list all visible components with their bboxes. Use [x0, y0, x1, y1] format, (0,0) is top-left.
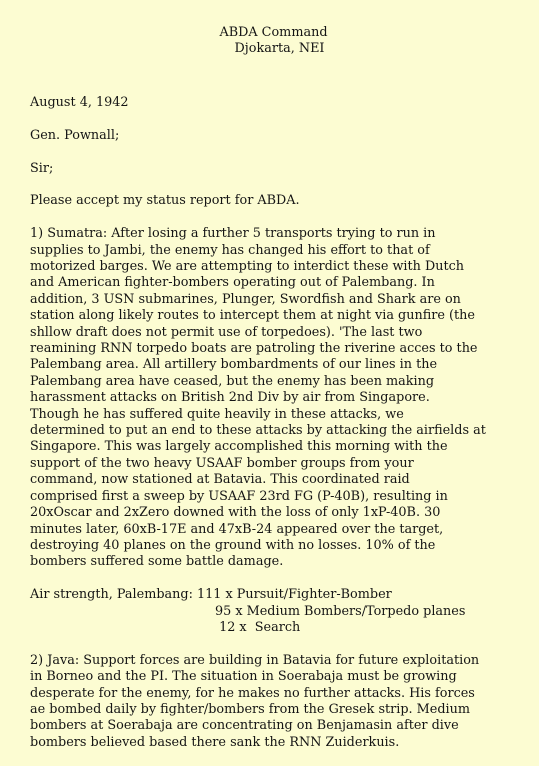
letter-body: [30, 95, 530, 751]
sumatra-line: Palembang area have ceased, but the enemy has been making: [30, 373, 435, 389]
sumatra-line: Though he has suffered quite heavily in these attacks, we: [30, 406, 404, 422]
sumatra-paragraph: [30, 226, 530, 571]
header-command: ABDA Command: [219, 25, 328, 40]
sumatra-line: shllow draft does not permit use of torpedoes). 'The last two: [30, 324, 423, 340]
sumatra-line: station along likely routes to intercept them at night via gunfire (the: [30, 308, 475, 324]
sumatra-line: bombers suffered some battle damage.: [30, 554, 284, 570]
java-line: 2) Java: Support forces are building in Batavia for future exploitation: [30, 652, 480, 668]
java-paragraph: [30, 653, 530, 751]
sumatra-line: command, now stationed at Batavia. This coordinated raid: [30, 472, 410, 488]
sumatra-line: and American fighter-bombers operating out of Palembang. In: [30, 275, 435, 291]
letter-date: August 4, 1942: [30, 95, 129, 110]
java-line: in Borneo and the PI. The situation in Soerabaja must be growing: [30, 669, 457, 685]
sumatra-line: 1) Sumatra: After losing a further 5 transports trying to run in: [30, 226, 436, 242]
sumatra-line: harassment attacks on British 2nd Div by air from Singapore.: [30, 390, 430, 406]
air-strength-label: Air strength, Palembang:: [30, 587, 197, 603]
java-line: bombers at Soerabaja are concentrating on Benjamasin after dive: [30, 718, 459, 734]
sumatra-line: Singapore. This was largely accomplished this morning with the: [30, 439, 448, 455]
sumatra-line: support of the two heavy USAAF bomber groups from your: [30, 455, 414, 471]
sumatra-line: reamining RNN torpedo boats are patroling the riverine acces to the: [30, 341, 478, 357]
sumatra-line: determined to put an end to these attacks by attacking the airfields at: [30, 423, 486, 439]
sumatra-line: motorized barges. We are attempting to interdict these with Dutch: [30, 259, 465, 274]
air-strength-row: 95 x Medium Bombers/Torpedo planes: [215, 603, 466, 619]
sumatra-line: comprised first a sweep by USAAF 23rd FG (P-40B), resulting in: [30, 488, 448, 504]
java-line: desperate for the enemy, for he makes no further attacks. His forces: [30, 685, 475, 701]
intro-paragraph: Please accept my status report for ABDA.: [30, 193, 300, 209]
salutation: Gen. Pownall;: [30, 127, 120, 143]
sumatra-line: supplies to Jambi, the enemy has changed his effort to that of: [30, 242, 430, 258]
air-strength-block: [30, 587, 530, 636]
sumatra-line: Palembang area. All artillery bombardments of our lines in the: [30, 357, 438, 373]
header-location: Djokarta, NEI: [234, 41, 325, 57]
letter-header: [0, 25, 539, 58]
sumatra-line: minutes later, 60xB-17E and 47xB-24 appeared over the target,: [30, 521, 444, 537]
air-strength-row: 12 x Search: [215, 619, 301, 635]
sir-line: Sir;: [30, 160, 54, 176]
sumatra-line: destroying 40 planes on the ground with no losses. 10% of the: [30, 537, 436, 553]
sumatra-line: 20xOscar and 2xZero downed with the loss of only 1xP-40B. 30: [30, 505, 441, 521]
air-strength-row: 111 x Pursuit/Fighter-Bomber: [196, 587, 392, 603]
java-line: bombers believed based there sank the RNN Zuiderkuis.: [30, 734, 400, 750]
sumatra-line: addition, 3 USN submarines, Plunger, Swordfish and Shark are on: [30, 291, 461, 307]
java-line: ae bombed daily by fighter/bombers from the Gresek strip. Medium: [30, 701, 471, 717]
